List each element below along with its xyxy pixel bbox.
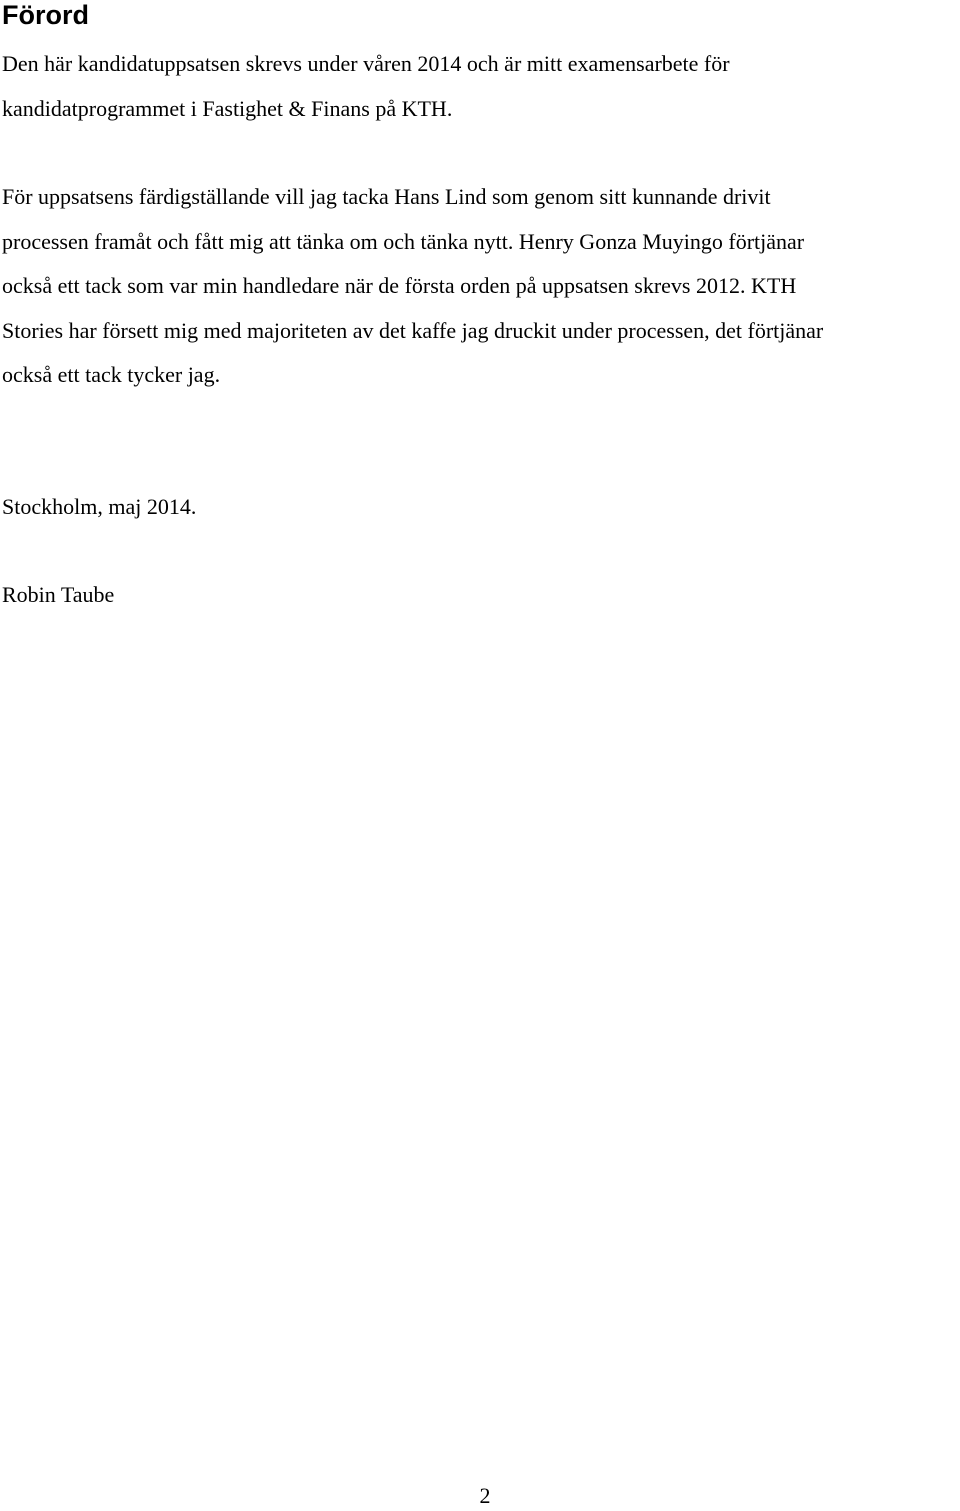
paragraph-line: också ett tack som var min handledare när de första orden på uppsatsen skrevs 2012. KTH bbox=[2, 273, 797, 298]
place-date: Stockholm, maj 2014. bbox=[2, 494, 197, 519]
page-number: 2 bbox=[479, 1483, 491, 1508]
acknowledgement-paragraph bbox=[2, 175, 960, 398]
paragraph-line: Den här kandidatuppsatsen skrevs under våren 2014 och är mitt examensarbete för bbox=[2, 51, 730, 76]
page-title: Förord bbox=[2, 0, 89, 30]
paragraph-line: processen framåt och fått mig att tänka om och tänka nytt. Henry Gonza Muyingo förtjänar bbox=[2, 228, 805, 254]
paragraph-line: Stories har försett mig med majoriteten av det kaffe jag druckit under processen, det förtjänar bbox=[2, 317, 824, 343]
paragraph-line: För uppsatsens färdigställande vill jag tacka Hans Lind som genom sitt kunnande drivit bbox=[2, 184, 771, 209]
paragraph-line: kandidatprogrammet i Fastighet & Finans på KTH. bbox=[2, 95, 453, 121]
paragraph-line: också ett tack tycker jag. bbox=[2, 362, 221, 387]
signature: Robin Taube bbox=[2, 582, 115, 607]
intro-paragraph bbox=[2, 42, 960, 131]
